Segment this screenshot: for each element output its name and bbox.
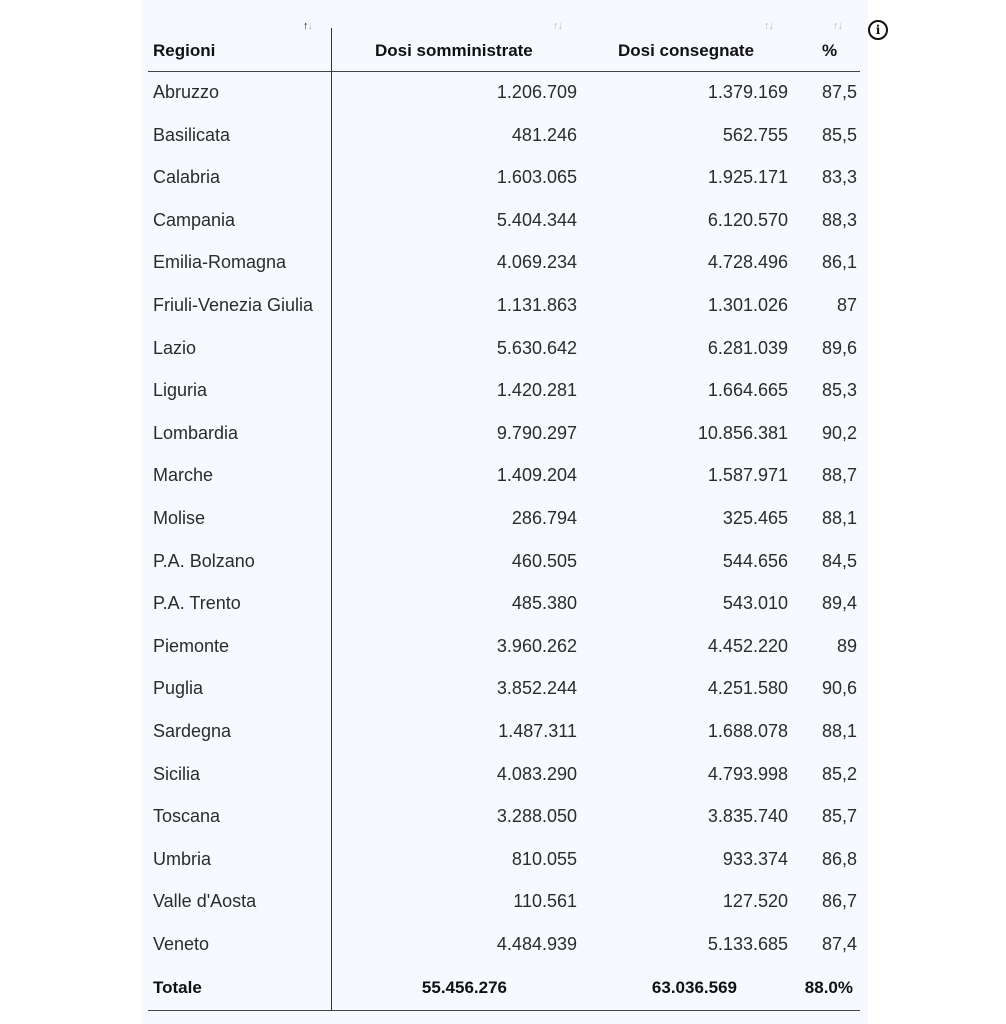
cell-region: Valle d'Aosta bbox=[153, 891, 257, 912]
cell-dosi-consegnate: 1.688.078 bbox=[707, 721, 788, 741]
total-percent: 88.0% bbox=[804, 978, 853, 997]
cell-percent: 90,6 bbox=[821, 678, 857, 699]
cell-dosi-consegnate: 1.925.171 bbox=[707, 167, 788, 188]
table-row bbox=[141, 370, 868, 413]
cell-percent: 88,1 bbox=[821, 721, 857, 741]
table-row bbox=[141, 72, 868, 115]
cell-dosi-somministrate: 1.487.311 bbox=[498, 721, 577, 741]
cell-dosi-consegnate: 562.755 bbox=[722, 124, 788, 145]
cell-dosi-consegnate: 5.133.685 bbox=[707, 934, 788, 954]
cell-percent: 88,7 bbox=[821, 465, 857, 486]
cell-dosi-consegnate: 4.793.998 bbox=[707, 763, 788, 784]
table-row bbox=[141, 455, 868, 498]
table-row bbox=[141, 711, 868, 754]
cell-region: Calabria bbox=[153, 167, 221, 188]
table-row bbox=[141, 285, 868, 328]
cell-region: Molise bbox=[153, 508, 206, 528]
cell-percent: 86,1 bbox=[821, 252, 857, 273]
cell-dosi-consegnate: 1.664.665 bbox=[707, 380, 788, 401]
cell-dosi-consegnate: 6.281.039 bbox=[707, 337, 788, 358]
cell-dosi-consegnate: 3.835.740 bbox=[707, 806, 788, 827]
cell-region: Lazio bbox=[153, 337, 197, 358]
total-label: Totale bbox=[153, 978, 202, 997]
table-row bbox=[141, 754, 868, 797]
table-header bbox=[141, 0, 868, 72]
cell-percent: 85,3 bbox=[821, 380, 857, 401]
footer-divider bbox=[148, 1010, 860, 1011]
cell-region: Liguria bbox=[153, 380, 208, 401]
column-header-dosi-consegnate[interactable] bbox=[587, 0, 797, 72]
cell-dosi-somministrate: 4.484.939 bbox=[496, 934, 577, 954]
cell-percent: 85,2 bbox=[821, 763, 857, 784]
cell-dosi-somministrate: 4.069.234 bbox=[496, 252, 577, 273]
column-label: Dosi consegnate bbox=[618, 41, 755, 60]
sort-arrows-icon[interactable]: ↑↓ bbox=[764, 20, 773, 32]
table-row bbox=[141, 498, 868, 541]
table-row bbox=[141, 881, 868, 924]
sort-arrows-icon[interactable]: ↑↓ bbox=[553, 20, 562, 32]
cell-region: Sicilia bbox=[153, 763, 201, 784]
cell-dosi-consegnate: 543.010 bbox=[722, 593, 788, 614]
cell-region: P.A. Trento bbox=[153, 593, 241, 614]
column-label: Regioni bbox=[153, 41, 216, 60]
cell-dosi-consegnate: 1.587.971 bbox=[707, 465, 788, 486]
cell-percent: 83,3 bbox=[821, 167, 857, 188]
cell-dosi-somministrate: 1.603.065 bbox=[496, 167, 577, 188]
cell-dosi-somministrate: 110.561 bbox=[513, 891, 577, 912]
cell-region: Marche bbox=[153, 465, 214, 486]
table-row bbox=[141, 924, 868, 967]
cell-percent: 89,6 bbox=[821, 337, 857, 358]
cell-dosi-somministrate: 3.852.244 bbox=[496, 678, 577, 699]
total-consegnate: 63.036.569 bbox=[651, 978, 737, 997]
cell-percent: 85,5 bbox=[821, 124, 857, 145]
cell-dosi-somministrate: 286.794 bbox=[511, 508, 577, 528]
cell-percent: 88,1 bbox=[821, 508, 857, 528]
cell-dosi-somministrate: 5.404.344 bbox=[496, 209, 577, 230]
table-row bbox=[141, 583, 868, 626]
cell-region: Sardegna bbox=[153, 721, 232, 741]
cell-region: Emilia-Romagna bbox=[153, 252, 287, 273]
sort-arrows-icon[interactable]: ↑↓ bbox=[303, 20, 312, 32]
cell-percent: 86,8 bbox=[821, 848, 857, 869]
cell-dosi-consegnate: 4.452.220 bbox=[707, 635, 788, 656]
cell-dosi-somministrate: 460.505 bbox=[511, 550, 577, 571]
cell-region: Piemonte bbox=[153, 635, 230, 656]
cell-dosi-consegnate: 544.656 bbox=[722, 550, 788, 571]
cell-dosi-somministrate: 3.960.262 bbox=[496, 635, 577, 656]
table-row bbox=[141, 839, 868, 882]
cell-percent: 87,5 bbox=[821, 82, 857, 102]
table-row bbox=[141, 413, 868, 456]
cell-region: Friuli-Venezia Giulia bbox=[153, 295, 314, 315]
column-label: % bbox=[822, 41, 838, 60]
cell-percent: 89,4 bbox=[821, 593, 857, 614]
cell-percent: 87,4 bbox=[821, 934, 857, 954]
column-label: Dosi somministrate bbox=[375, 41, 533, 60]
cell-dosi-consegnate: 127.520 bbox=[722, 891, 788, 912]
cell-region: Puglia bbox=[153, 678, 204, 699]
cell-dosi-consegnate: 10.856.381 bbox=[697, 422, 788, 443]
info-icon[interactable]: i bbox=[868, 20, 888, 40]
cell-dosi-somministrate: 481.246 bbox=[511, 124, 577, 145]
table-row bbox=[141, 668, 868, 711]
cell-percent: 89 bbox=[836, 635, 857, 656]
cell-dosi-somministrate: 1.420.281 bbox=[496, 380, 577, 401]
column-header-dosi-somministrate[interactable] bbox=[332, 0, 587, 72]
table-row bbox=[141, 115, 868, 158]
cell-dosi-somministrate: 1.409.204 bbox=[496, 465, 577, 486]
cell-dosi-consegnate: 4.728.496 bbox=[707, 252, 788, 273]
table-row bbox=[141, 157, 868, 200]
cell-region: Lombardia bbox=[153, 422, 239, 443]
cell-dosi-consegnate: 1.301.026 bbox=[707, 295, 788, 315]
cell-region: Abruzzo bbox=[153, 82, 220, 102]
cell-dosi-somministrate: 1.131.863 bbox=[496, 295, 577, 315]
cell-region: Campania bbox=[153, 209, 236, 230]
cell-region: Basilicata bbox=[153, 124, 231, 145]
total-somministrate: 55.456.276 bbox=[421, 978, 507, 997]
cell-dosi-somministrate: 9.790.297 bbox=[496, 422, 577, 443]
table-row bbox=[141, 200, 868, 243]
column-header-percent[interactable] bbox=[797, 0, 867, 72]
table-row bbox=[141, 796, 868, 839]
cell-percent: 85,7 bbox=[821, 806, 857, 827]
cell-percent: 86,7 bbox=[821, 891, 857, 912]
cell-dosi-consegnate: 325.465 bbox=[722, 508, 788, 528]
cell-region: P.A. Bolzano bbox=[153, 550, 255, 571]
total-row bbox=[141, 966, 868, 1010]
cell-dosi-consegnate: 933.374 bbox=[722, 848, 788, 869]
sort-arrows-icon[interactable]: ↑↓ bbox=[833, 20, 842, 32]
column-header-regioni[interactable] bbox=[141, 0, 331, 72]
table-row bbox=[141, 242, 868, 285]
cell-dosi-somministrate: 1.206.709 bbox=[496, 82, 577, 102]
cell-region: Toscana bbox=[153, 806, 221, 827]
cell-dosi-consegnate: 6.120.570 bbox=[707, 209, 788, 230]
table-row bbox=[141, 541, 868, 584]
cell-region: Umbria bbox=[153, 848, 212, 869]
table-row bbox=[141, 328, 868, 371]
table-row bbox=[141, 626, 868, 669]
cell-dosi-somministrate: 810.055 bbox=[511, 848, 577, 869]
cell-percent: 90,2 bbox=[821, 422, 857, 443]
cell-percent: 88,3 bbox=[821, 209, 857, 230]
cell-percent: 84,5 bbox=[821, 550, 857, 571]
cell-region: Veneto bbox=[153, 934, 210, 954]
cell-dosi-consegnate: 4.251.580 bbox=[707, 678, 788, 699]
cell-percent: 87 bbox=[836, 295, 857, 315]
cell-dosi-somministrate: 485.380 bbox=[511, 593, 577, 614]
cell-dosi-somministrate: 3.288.050 bbox=[496, 806, 577, 827]
cell-dosi-somministrate: 5.630.642 bbox=[496, 337, 577, 358]
cell-dosi-somministrate: 4.083.290 bbox=[496, 763, 577, 784]
cell-dosi-consegnate: 1.379.169 bbox=[707, 82, 788, 102]
vaccine-table bbox=[141, 0, 868, 1024]
